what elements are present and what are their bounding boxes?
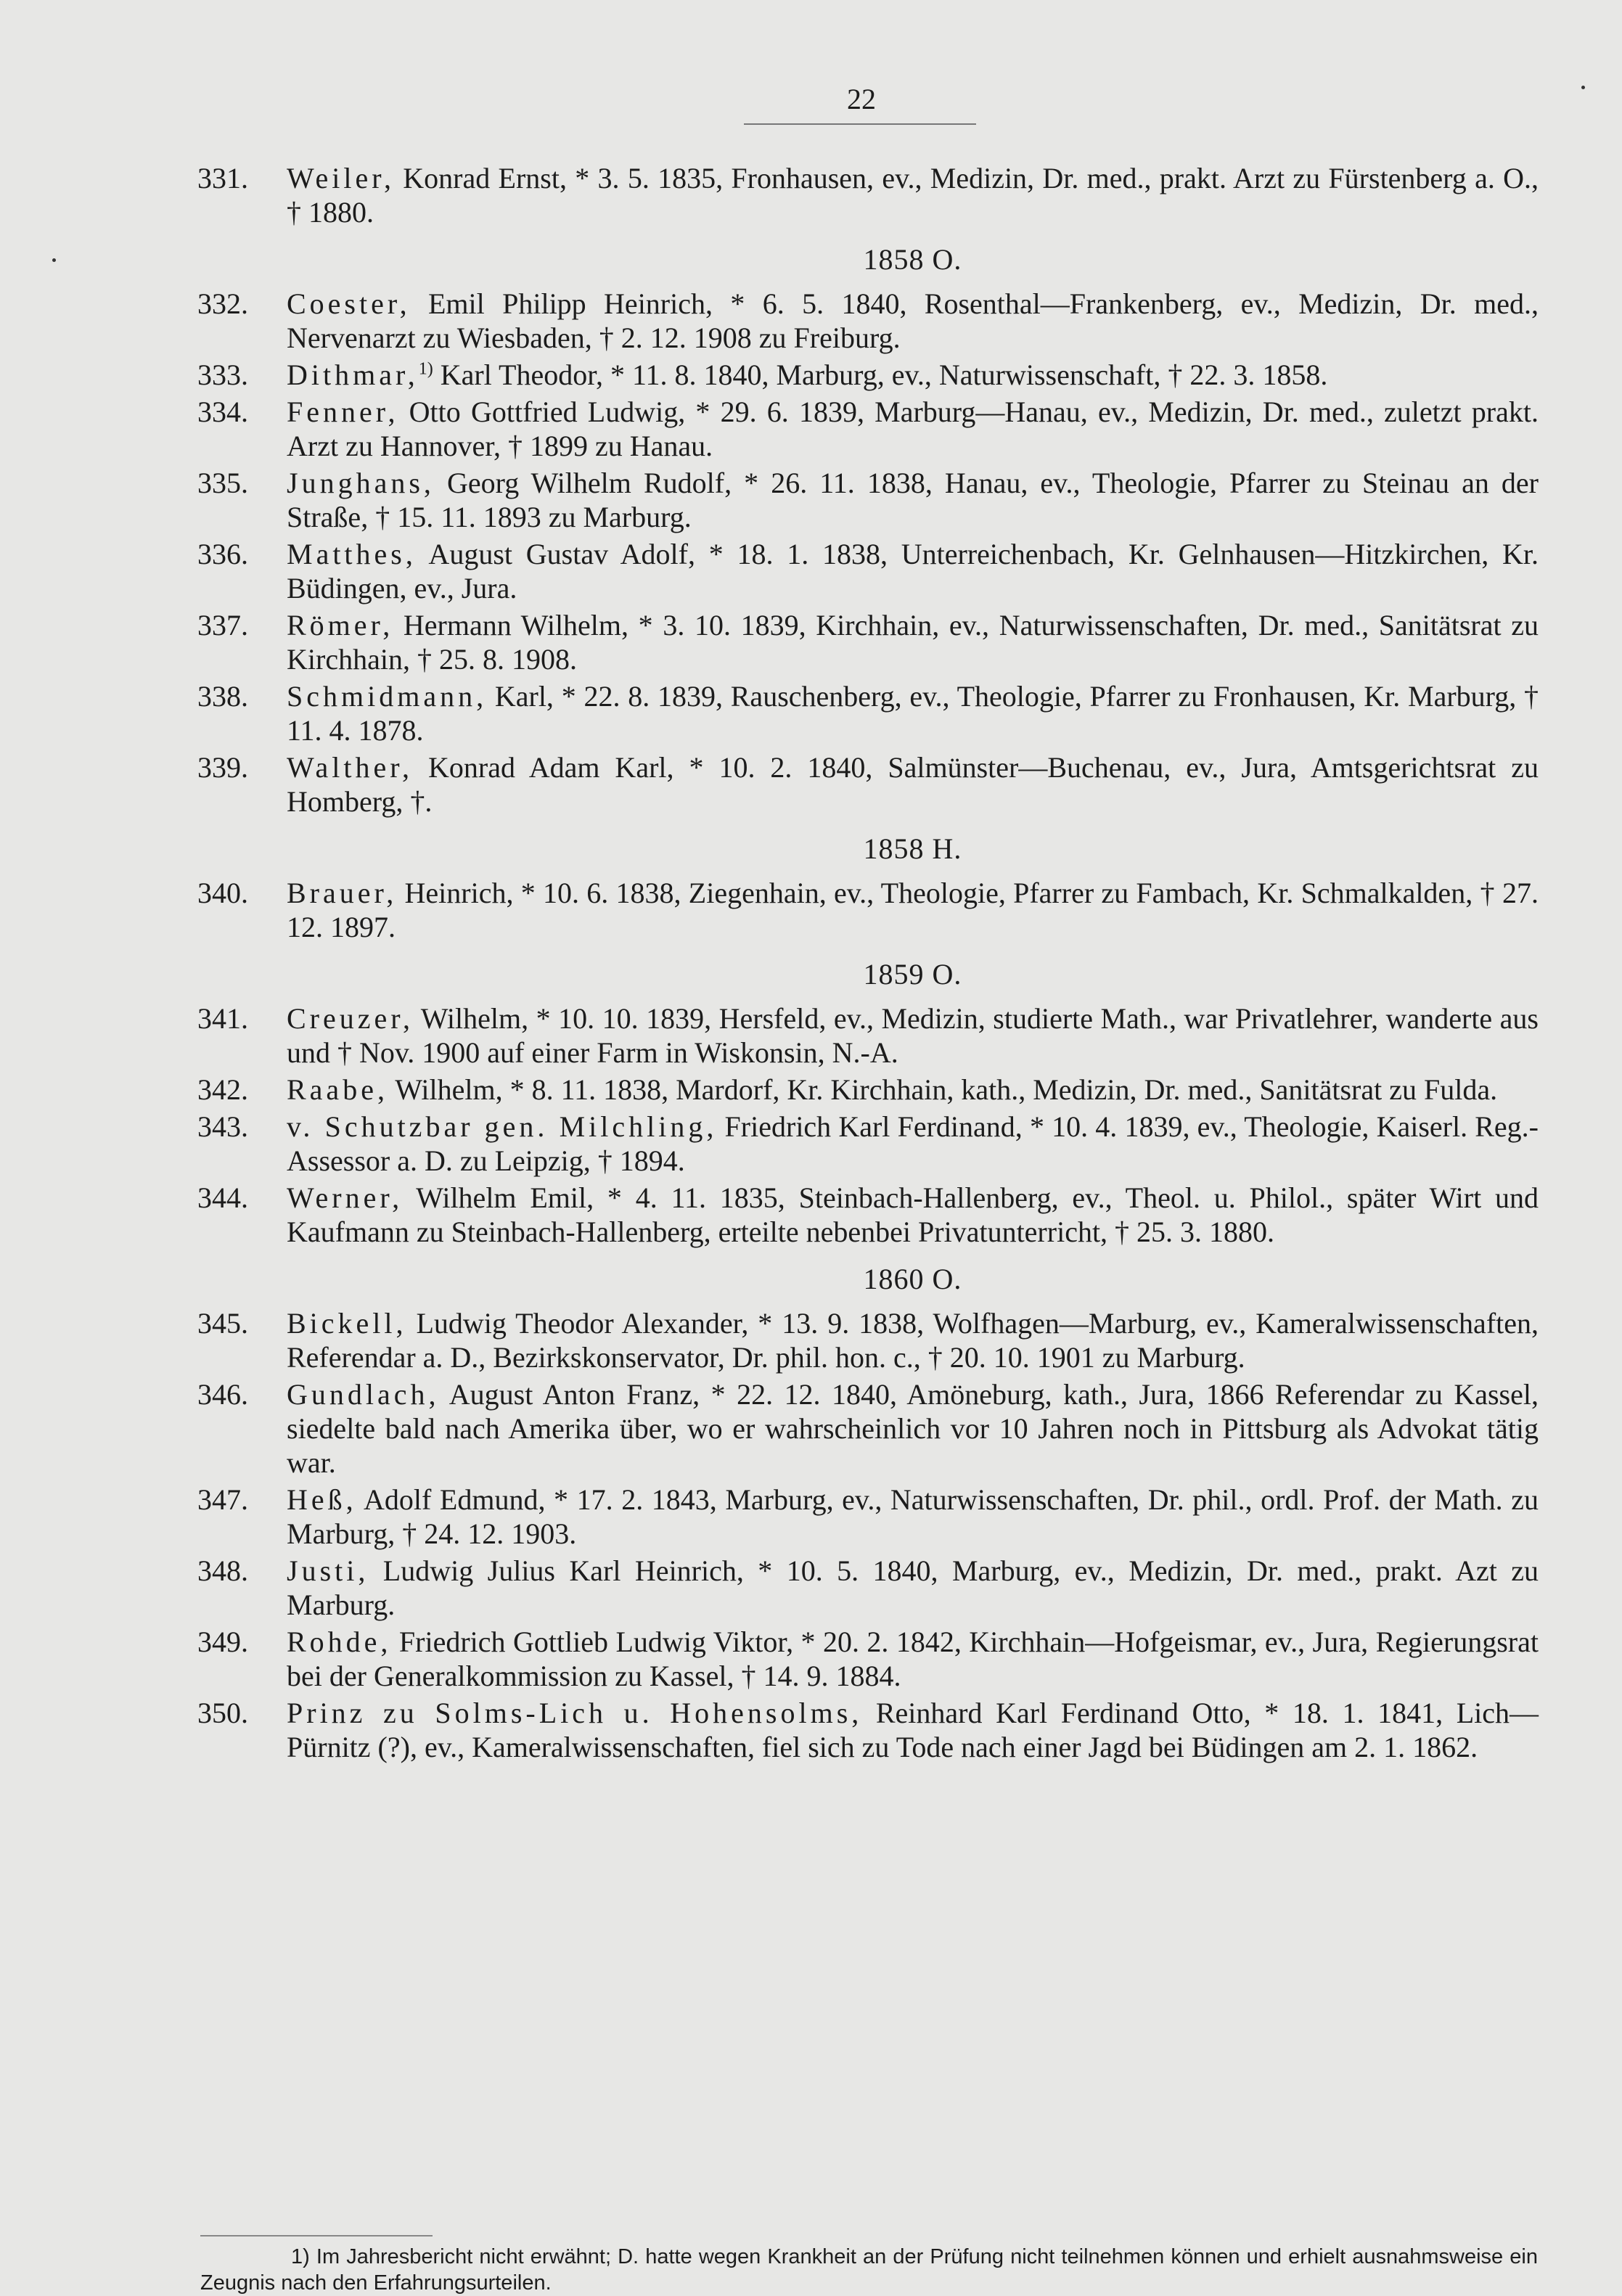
entry-number: 349. xyxy=(197,1625,248,1658)
entry-number: 338. xyxy=(197,680,248,713)
entry-number: 334. xyxy=(197,395,248,428)
entry-surname: Raabe, xyxy=(287,1073,388,1106)
entry-number: 333. xyxy=(197,358,248,391)
entry-text xyxy=(287,395,1539,463)
register-entry xyxy=(197,1625,1539,1693)
entry-text xyxy=(287,1625,1539,1693)
entry-text xyxy=(287,287,1539,355)
register-entry xyxy=(197,608,1539,676)
entry-surname: Prinz zu Solms-Lich u. Hohensolms, xyxy=(287,1697,863,1729)
entry-text xyxy=(287,750,1539,819)
register-entry xyxy=(197,1483,1539,1551)
entry-number: 337. xyxy=(197,609,248,641)
footnote-marker: 1) xyxy=(291,2245,310,2268)
entry-details: August Anton Franz, * 22. 12. 1840, Amöneburg, kath., Jura, 1866 Referendar zu Kassel, siedelte bald nach Amerika über, wo er wahrscheinlich vor 10 Jahren noch in Pittsburg als Advokat tätig war. xyxy=(287,1378,1539,1479)
entry-details: Friedrich Gottlieb Ludwig Viktor, * 20. 2. 1842, Kirchhain—Hofgeismar, ev., Jura, Regierungsrat bei der Generalkommission zu Kassel, † 14. 9. 1884. xyxy=(287,1625,1539,1692)
section-heading: 1859 O. xyxy=(863,958,962,991)
register-entry xyxy=(197,161,1539,229)
entry-details: Friedrich Karl Ferdinand, * 10. 4. 1839, ev., Theologie, Kaiserl. Reg.-Assessor a. D. zu Leipzig, † 1894. xyxy=(287,1110,1539,1177)
register-entry xyxy=(197,1554,1539,1622)
entry-details: Emil Philipp Heinrich, * 6. 5. 1840, Rosenthal—Frankenberg, ev., Medizin, Dr. med., Nervenarzt zu Wiesbaden, † 2. 12. 1908 zu Freiburg. xyxy=(287,287,1539,354)
section-heading: 1858 O. xyxy=(863,243,962,276)
register-entry xyxy=(197,876,1539,944)
entry-surname: v. Schutzbar gen. Milchling, xyxy=(287,1110,718,1143)
register-entry xyxy=(197,679,1539,747)
entry-details: Otto Gottfried Ludwig, * 29. 6. 1839, Marburg—Hanau, ev., Medizin, Dr. med., zuletzt prakt. Arzt zu Hannover, † 1899 zu Hanau. xyxy=(287,395,1539,462)
entry-number: 348. xyxy=(197,1554,248,1587)
entry-text xyxy=(287,1554,1539,1622)
entry-surname: Gundlach, xyxy=(287,1378,440,1411)
entry-number: 344. xyxy=(197,1181,248,1214)
register-entry xyxy=(197,1110,1539,1178)
entry-text xyxy=(287,161,1539,229)
entry-number: 345. xyxy=(197,1307,248,1340)
register-entry xyxy=(197,1306,1539,1374)
register-entry xyxy=(197,1696,1539,1764)
entry-surname: Coester, xyxy=(287,287,411,320)
entry-details: Konrad Adam Karl, * 10. 2. 1840, Salmünster—Buchenau, ev., Jura, Amtsgerichtsrat zu Homberg, †. xyxy=(287,751,1539,818)
entry-surname: Junghans, xyxy=(287,467,435,499)
entry-details: August Gustav Adolf, * 18. 1. 1838, Unterreichenbach, Kr. Gelnhausen—Hitzkirchen, Kr. Büdingen, ev., Jura. xyxy=(287,538,1539,604)
entry-details: Konrad Ernst, * 3. 5. 1835, Fronhausen, ev., Medizin, Dr. med., prakt. Arzt zu Fürstenberg a. O., † 1880. xyxy=(287,162,1539,229)
entry-number: 339. xyxy=(197,751,248,784)
register-entry xyxy=(197,358,1539,392)
entry-text xyxy=(287,1073,1539,1107)
entry-text xyxy=(287,1377,1539,1480)
entry-surname: Weiler, xyxy=(287,162,396,194)
entry-number: 346. xyxy=(197,1378,248,1411)
register-entry xyxy=(197,1001,1539,1070)
footnote-rule xyxy=(200,2235,433,2236)
entry-text xyxy=(287,608,1539,676)
entry-surname: Walther, xyxy=(287,751,414,784)
entry-details: Heinrich, * 10. 6. 1838, Ziegenhain, ev., Theologie, Pfarrer zu Fambach, Kr. Schmalkalden, † 27. 12. 1897. xyxy=(287,877,1539,943)
entry-text xyxy=(287,1110,1539,1178)
entry-details: Karl Theodor, * 11. 8. 1840, Marburg, ev., Naturwissenschaft, † 22. 3. 1858. xyxy=(433,358,1328,391)
entry-surname: Römer, xyxy=(287,609,394,641)
register-entry xyxy=(197,1073,1539,1107)
entry-surname: Werner, xyxy=(287,1181,404,1214)
footnote xyxy=(200,2244,1538,2296)
register-entry xyxy=(197,287,1539,355)
entry-details: Karl, * 22. 8. 1839, Rauschenberg, ev., Theologie, Pfarrer zu Fronhausen, Kr. Marburg, † 11. 4. 1878. xyxy=(287,680,1539,747)
entry-number: 332. xyxy=(197,287,248,320)
entry-number: 340. xyxy=(197,877,248,909)
entry-details: Ludwig Julius Karl Heinrich, * 10. 5. 1840, Marburg, ev., Medizin, Dr. med., prakt. Azt zu Marburg. xyxy=(287,1554,1539,1621)
entry-number: 342. xyxy=(197,1073,248,1106)
entry-text xyxy=(287,537,1539,605)
entry-text xyxy=(287,358,1539,392)
register-entry xyxy=(197,466,1539,534)
entry-details: Adolf Edmund, * 17. 2. 1843, Marburg, ev., Naturwissenschaften, Dr. phil., ordl. Prof. der Math. zu Marburg, † 24. 12. 1903. xyxy=(287,1483,1539,1550)
entry-number: 350. xyxy=(197,1697,248,1729)
entry-details: Ludwig Theodor Alexander, * 13. 9. 1838, Wolfhagen—Marburg, ev., Kameralwissenschaften, Referendar a. D., Bezirkskonservator, Dr. phil. hon. c., † 20. 10. 1901 zu Marburg. xyxy=(287,1307,1539,1374)
register-entry xyxy=(197,537,1539,605)
entry-surname: Brauer, xyxy=(287,877,398,909)
entry-surname: Bickell, xyxy=(287,1307,407,1340)
entry-text xyxy=(287,1001,1539,1070)
entry-details: Wilhelm, * 8. 11. 1838, Mardorf, Kr. Kirchhain, kath., Medizin, Dr. med., Sanitätsrat zu Fulda. xyxy=(388,1073,1498,1106)
entry-text xyxy=(287,1483,1539,1551)
entry-surname: Matthes, xyxy=(287,538,417,570)
paper-speck xyxy=(1581,86,1585,89)
entry-details: Wilhelm, * 10. 10. 1839, Hersfeld, ev., Medizin, studierte Math., war Privatlehrer, wanderte aus und † Nov. 1900 auf einer Farm in Wiskonsin, N.-A. xyxy=(287,1002,1539,1069)
entry-surname: Justi, xyxy=(287,1554,369,1587)
entry-number: 331. xyxy=(197,162,248,194)
footnote-reference: 1) xyxy=(418,359,433,379)
entry-surname: Fenner, xyxy=(287,395,399,428)
entry-number: 347. xyxy=(197,1483,248,1516)
entry-surname: Heß, xyxy=(287,1483,357,1516)
entry-surname: Rohde, xyxy=(287,1625,392,1658)
register-entry xyxy=(197,750,1539,819)
entry-surname: Dithmar, xyxy=(287,358,419,391)
entry-details: Reinhard Karl Ferdinand Otto, * 18. 1. 1841, Lich—Pürnitz (?), ev., Kameralwissenschaften, fiel sich zu Tode nach einer Jagd bei Büdingen am 2. 1. 1862. xyxy=(287,1697,1539,1763)
entry-text xyxy=(287,1696,1539,1764)
entry-text xyxy=(287,679,1539,747)
entry-details: Wilhelm Emil, * 4. 11. 1835, Steinbach-Hallenberg, ev., Theol. u. Philol., später Wirt und Kaufmann zu Steinbach-Hallenberg, erteilte nebenbei Privatunterricht, † 25. 3. 1880. xyxy=(287,1181,1539,1248)
section-heading: 1858 H. xyxy=(863,832,962,865)
paper-speck xyxy=(52,258,56,262)
section-heading: 1860 O. xyxy=(863,1263,962,1295)
register-entry xyxy=(197,395,1539,463)
register-entry xyxy=(197,1181,1539,1249)
entry-number: 341. xyxy=(197,1002,248,1035)
entry-surname: Creuzer, xyxy=(287,1002,414,1035)
header-rule xyxy=(744,123,976,125)
entry-number: 336. xyxy=(197,538,248,570)
entry-surname: Schmidmann, xyxy=(287,680,488,713)
page-number: 22 xyxy=(847,83,876,115)
register-entry xyxy=(197,1377,1539,1480)
register-list xyxy=(197,161,1539,1767)
entry-text xyxy=(287,876,1539,944)
entry-number: 335. xyxy=(197,467,248,499)
entry-text xyxy=(287,1306,1539,1374)
footnote-text: Im Jahresbericht nicht erwähnt; D. hatte wegen Krankheit an der Prüfung nicht teilnehmen können und erhielt ausnahmsweise ein Zeugnis nach den Erfahrungsurteilen. xyxy=(200,2245,1538,2295)
entry-text xyxy=(287,1181,1539,1249)
entry-details: Georg Wilhelm Rudolf, * 26. 11. 1838, Hanau, ev., Theologie, Pfarrer zu Steinau an der Straße, † 15. 11. 1893 zu Marburg. xyxy=(287,467,1539,533)
entry-text xyxy=(287,466,1539,534)
entry-number: 343. xyxy=(197,1110,248,1143)
entry-details: Hermann Wilhelm, * 3. 10. 1839, Kirchhain, ev., Naturwissenschaften, Dr. med., Sanitätsrat zu Kirchhain, † 25. 8. 1908. xyxy=(287,609,1539,676)
